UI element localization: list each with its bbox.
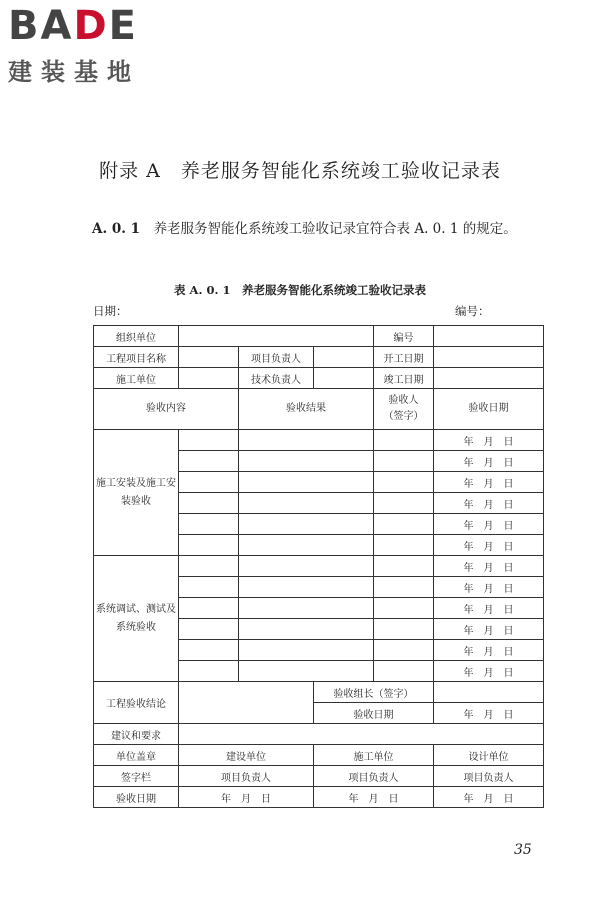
- clause-text: 养老服务智能化系统竣工验收记录宜符合表 A. 0. 1 的规定。: [153, 221, 517, 237]
- appendix-title: 附录 A 养老服务智能化系统竣工验收记录表: [99, 160, 501, 182]
- table-row: 工程验收结论 验收组长（签字）: [94, 682, 544, 703]
- table-row: 年 月 日: [94, 514, 544, 535]
- table-row: 施工安装及施工安装验收 年 月 日: [94, 430, 544, 451]
- table-row: 单位盖章 建设单位 施工单位 设计单位: [94, 745, 544, 766]
- table-row: 施工单位 技术负责人 竣工日期: [94, 368, 544, 389]
- table-row: 年 月 日: [94, 598, 544, 619]
- table-row: 组织单位 编号: [94, 326, 544, 347]
- table-row: 年 月 日: [94, 640, 544, 661]
- table-row: 年 月 日: [94, 451, 544, 472]
- section-installation: 施工安装及施工安装验收: [94, 430, 179, 556]
- page-number: 35: [514, 842, 532, 858]
- table-row: 建议和要求: [94, 724, 544, 745]
- clause-paragraph: [92, 218, 552, 240]
- table-row: 验收日期 年 月 日 年 月 日 年 月 日: [94, 787, 544, 808]
- logo-subtitle: 建装基地: [8, 58, 140, 86]
- table-row: 工程项目名称 项目负责人 开工日期: [94, 347, 544, 368]
- table-row: 年 月 日: [94, 472, 544, 493]
- logo: [8, 3, 140, 87]
- table-row: 年 月 日: [94, 493, 544, 514]
- clause-number: A. 0. 1: [92, 221, 141, 237]
- table-row: 年 月 日: [94, 535, 544, 556]
- table-row: 签字栏 项目负责人 项目负责人 项目负责人: [94, 766, 544, 787]
- acceptance-record-table: [93, 325, 544, 808]
- table-caption: 表 A. 0. 1 养老服务智能化系统竣工验收记录表: [174, 283, 426, 297]
- table-row: 年 月 日: [94, 577, 544, 598]
- section-commissioning: 系统调试、测试及系统验收: [94, 556, 179, 682]
- table-row: 年 月 日: [94, 661, 544, 682]
- table-row: 年 月 日: [94, 619, 544, 640]
- serial-label: 编号：: [455, 304, 490, 318]
- logo-wordmark: BADE: [8, 3, 138, 49]
- table-header-row: 验收内容 验收结果 验收人 （签字） 验收日期: [94, 389, 544, 430]
- date-label: 日期：: [93, 304, 128, 318]
- table-row: 验收日期 年 月 日: [94, 703, 544, 724]
- table-row: 系统调试、测试及系统验收 年 月 日: [94, 556, 544, 577]
